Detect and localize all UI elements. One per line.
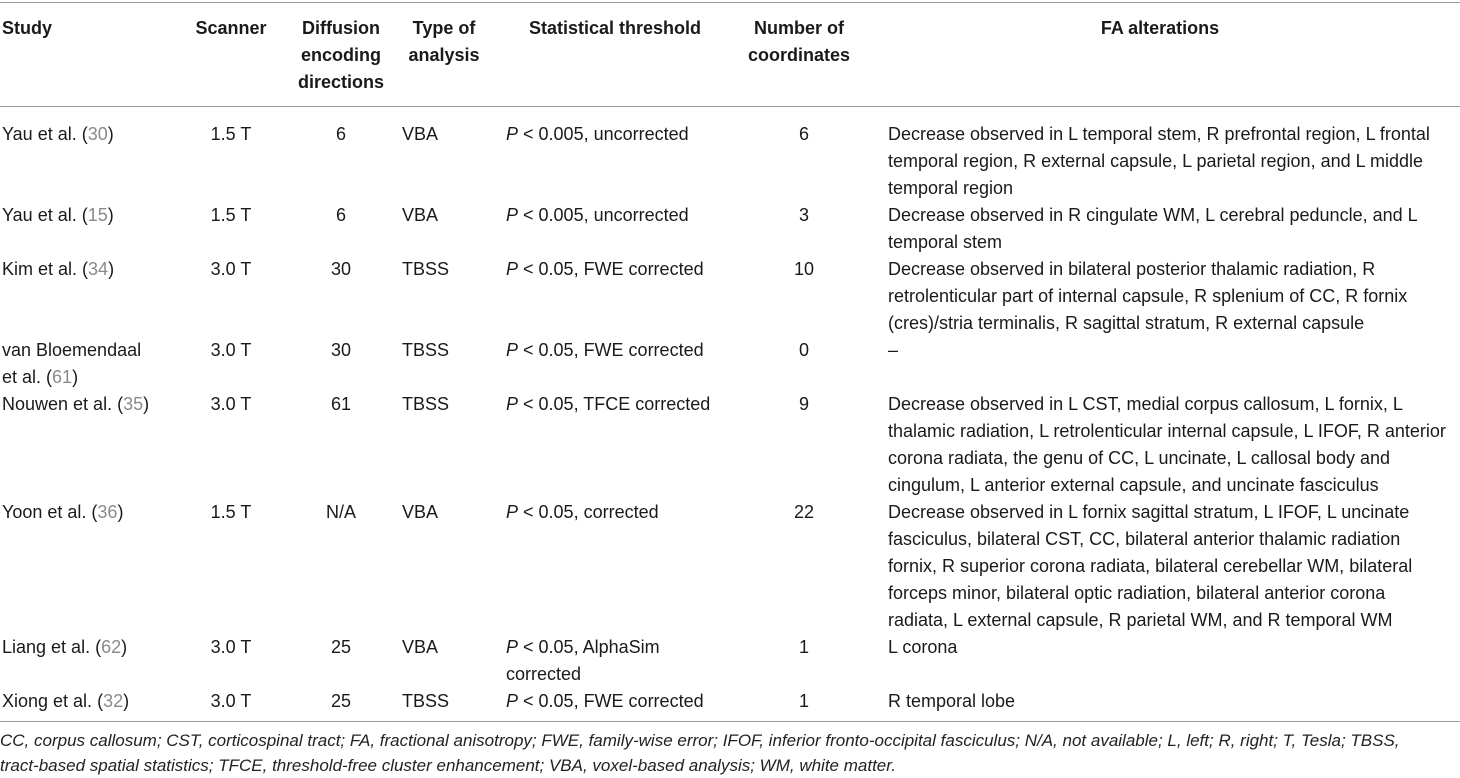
fa-text-line: L corona: [888, 637, 958, 657]
fa-text-line: –: [888, 340, 899, 360]
cell-directions: 25: [286, 688, 396, 722]
header-directions: Diffusion encoding directions: [286, 3, 396, 107]
header-threshold: Statistical threshold: [492, 3, 738, 107]
study-name: Yoon et al. (: [2, 502, 98, 522]
p-symbol: P: [506, 691, 519, 711]
cell-threshold: [492, 391, 738, 499]
cell-coordinates: 1: [798, 637, 809, 657]
cell-scanner: 3.0 T: [210, 637, 252, 657]
cell-fa-alterations: [860, 688, 1460, 722]
study-suffix: ): [107, 205, 114, 225]
study-suffix: ): [108, 259, 115, 279]
p-symbol: P: [506, 205, 519, 225]
fa-text-line: temporal region, R external capsule, L parietal region, and L middle: [888, 151, 1423, 171]
p-symbol: P: [506, 637, 519, 657]
cell-coordinates: 9: [798, 394, 809, 414]
cell-fa-alterations: [860, 337, 1460, 391]
cell-scanner: 3.0 T: [210, 259, 252, 279]
cell-analysis: TBSS: [396, 688, 492, 722]
cell-study: [0, 107, 176, 203]
cell-analysis: VBA: [402, 637, 439, 657]
p-symbol: P: [506, 340, 519, 360]
threshold-text: < 0.05, AlphaSim: [518, 637, 660, 657]
study-name: Liang et al. (: [2, 637, 102, 657]
study-name: Xiong et al. (: [2, 691, 104, 711]
fa-text-line: Decrease observed in L CST, medial corpus callosum, L fornix, L: [888, 394, 1403, 414]
cell-directions: 6: [335, 124, 346, 144]
study-name: et al. (: [2, 367, 53, 387]
cell-directions: 30: [330, 259, 352, 279]
fa-text-line: fasciculus, bilateral CST, CC, bilateral anterior thalamic radiation: [888, 529, 1401, 549]
cell-analysis: TBSS: [402, 394, 450, 414]
table-row: [0, 499, 1460, 634]
cell-coordinates: 3: [798, 205, 809, 225]
study-name: Yau et al. (: [2, 124, 88, 144]
study-suffix: ): [123, 691, 130, 711]
table-footnote: [0, 728, 1460, 778]
cell-study: [0, 634, 176, 688]
cell-study: [0, 202, 176, 256]
cell-fa-alterations: [860, 107, 1460, 203]
table-body: [0, 107, 1460, 722]
reference-link[interactable]: 15: [87, 205, 108, 225]
study-name: Yau et al. (: [2, 205, 88, 225]
cell-threshold: [492, 256, 738, 337]
fa-text-line: fornix, R superior corona radiata, bilateral cerebellar WM, bilateral: [888, 556, 1413, 576]
cell-scanner: 3.0 T: [210, 394, 252, 414]
cell-scanner: 3.0 T: [210, 340, 252, 360]
cell-directions: 61: [330, 394, 352, 414]
cell-threshold: [492, 107, 738, 203]
study-suffix: ): [72, 367, 79, 387]
threshold-text: < 0.05, FWE corrected: [518, 259, 704, 279]
study-name: Nouwen et al. (: [2, 394, 124, 414]
table-row: [0, 337, 1460, 391]
cell-threshold: [492, 499, 738, 634]
cell-scanner: 1.5 T: [210, 205, 252, 225]
study-suffix: ): [143, 394, 150, 414]
p-symbol: P: [506, 502, 519, 522]
fa-text-line: Decrease observed in R cingulate WM, L cerebral peduncle, and L: [888, 205, 1418, 225]
cell-threshold: [492, 202, 738, 256]
study-suffix: ): [121, 637, 128, 657]
cell-directions: 30: [330, 340, 352, 360]
cell-analysis: TBSS: [402, 340, 450, 360]
threshold-text: < 0.05, corrected: [518, 502, 659, 522]
header-row: [0, 3, 1460, 107]
table-row: [0, 391, 1460, 499]
study-name: Kim et al. (: [2, 259, 89, 279]
fa-text-line: corona radiata, the genu of CC, L uncinate, L callosal body and: [888, 448, 1390, 468]
threshold-text: corrected: [506, 664, 582, 684]
cell-study: [0, 337, 176, 391]
threshold-text: < 0.005, uncorrected: [518, 205, 689, 225]
reference-link[interactable]: 61: [52, 367, 73, 387]
table-row: [0, 107, 1460, 203]
cell-coordinates: 1: [738, 688, 860, 722]
p-symbol: P: [506, 259, 519, 279]
table-row: [0, 256, 1460, 337]
fa-text-line: temporal stem: [888, 232, 1003, 252]
fa-text-line: Decrease observed in L fornix sagittal stratum, L IFOF, L uncinate: [888, 502, 1410, 522]
study-suffix: ): [107, 124, 114, 144]
cell-fa-alterations: [860, 391, 1460, 499]
header-study: Study: [0, 3, 176, 107]
fa-alterations-table: [0, 2, 1460, 722]
cell-study: [0, 688, 176, 722]
cell-analysis: TBSS: [402, 259, 450, 279]
fa-text-line: retrolenticular part of internal capsule, R splenium of CC, R fornix: [888, 286, 1408, 306]
cell-fa-alterations: [860, 256, 1460, 337]
reference-link[interactable]: 34: [88, 259, 109, 279]
cell-threshold: [492, 634, 738, 688]
fa-text-line: forceps minor, bilateral optic radiation, bilateral anterior corona: [888, 583, 1386, 603]
p-symbol: P: [506, 124, 519, 144]
threshold-text: < 0.05, FWE corrected: [518, 340, 704, 360]
fa-text-line: R temporal lobe: [888, 691, 1016, 711]
threshold-text: < 0.05, TFCE corrected: [518, 394, 711, 414]
cell-study: [0, 499, 176, 634]
cell-coordinates: 22: [793, 502, 815, 522]
cell-fa-alterations: [860, 634, 1460, 688]
cell-scanner: 3.0 T: [176, 688, 286, 722]
cell-scanner: 1.5 T: [210, 124, 252, 144]
threshold-text: < 0.005, uncorrected: [518, 124, 689, 144]
fa-text-line: Decrease observed in bilateral posterior thalamic radiation, R: [888, 259, 1376, 279]
cell-threshold: [492, 688, 738, 722]
fa-text-line: (cres)/stria terminalis, R sagittal stratum, R external capsule: [888, 313, 1365, 333]
header-coordinates: Number of coordinates: [738, 3, 860, 107]
study-name: van Bloemendaal: [2, 340, 142, 360]
fa-text-line: thalamic radiation, L retrolenticular internal capsule, L IFOF, R anterior: [888, 421, 1446, 441]
reference-link[interactable]: 36: [97, 502, 118, 522]
cell-study: [0, 256, 176, 337]
reference-link[interactable]: 62: [101, 637, 122, 657]
reference-link[interactable]: 30: [87, 124, 108, 144]
cell-threshold: [492, 337, 738, 391]
cell-analysis: VBA: [402, 205, 439, 225]
cell-directions: 6: [335, 205, 346, 225]
table-row: [0, 688, 1460, 722]
cell-analysis: VBA: [402, 124, 439, 144]
table-row: [0, 202, 1460, 256]
reference-link[interactable]: 35: [123, 394, 144, 414]
cell-coordinates: 10: [793, 259, 815, 279]
cell-fa-alterations: [860, 202, 1460, 256]
footnote-line: tract-based spatial statistics; TFCE, threshold-free cluster enhancement; VBA, voxel-based analysis; WM, white matter.: [0, 756, 897, 775]
fa-text-line: radiata, L external capsule, R parietal WM, and R temporal WM: [888, 610, 1393, 630]
cell-coordinates: 6: [798, 124, 809, 144]
header-analysis: Type of analysis: [396, 3, 492, 107]
cell-fa-alterations: [860, 499, 1460, 634]
reference-link[interactable]: 32: [103, 691, 124, 711]
cell-coordinates: 0: [798, 340, 809, 360]
cell-scanner: 1.5 T: [210, 502, 252, 522]
threshold-text: < 0.05, FWE corrected: [518, 691, 704, 711]
cell-analysis: VBA: [402, 502, 439, 522]
cell-directions: N/A: [325, 502, 356, 522]
cell-study: [0, 391, 176, 499]
footnote-line: CC, corpus callosum; CST, corticospinal tract; FA, fractional anisotropy; FWE, family-wise error; IFOF, inferior fronto-occipital fasciculus; N/A, not available; L, left; R, right; T, Tesla; TBSS,: [0, 731, 1400, 750]
fa-text-line: Decrease observed in L temporal stem, R prefrontal region, L frontal: [888, 124, 1430, 144]
header-scanner: Scanner: [176, 3, 286, 107]
table-row: [0, 634, 1460, 688]
header-fa-alterations: FA alterations: [860, 3, 1460, 107]
fa-text-line: cingulum, L anterior external capsule, and uncinate fasciculus: [888, 475, 1379, 495]
fa-text-line: temporal region: [888, 178, 1014, 198]
study-suffix: ): [117, 502, 124, 522]
p-symbol: P: [506, 394, 519, 414]
cell-directions: 25: [330, 637, 352, 657]
